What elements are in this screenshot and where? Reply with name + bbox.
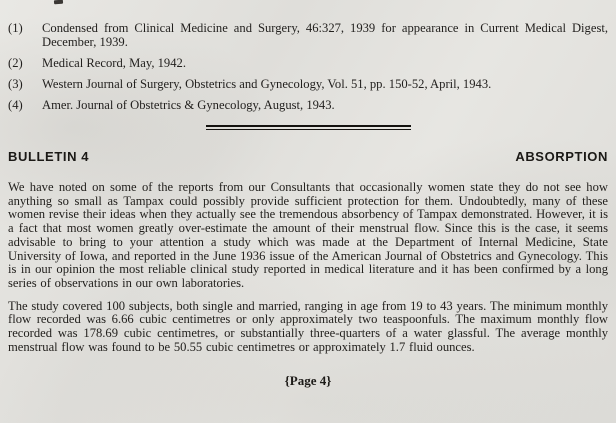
section-title: ABSORPTION — [515, 149, 608, 164]
citation-text: Amer. Journal of Obstetrics & Gynecology, August, 1943. — [42, 98, 335, 112]
citation-text: Medical Record, May, 1942. — [42, 56, 186, 70]
body-paragraph-1: We have noted on some of the reports from our Consultants that occasionally women state they do not see how anything so small as Tampax could possibly provide sufficient protection for them. Undoubtedly, many of these women revise their ideas when they actually see the tremendous absorbency of Tampax demonstrated. However, it is a fact that most women greatly over-estimate the amount of their menstrual flow. Since this is the case, it seems advisable to bring to your attention a study which was made at the Department of Internal Medicine, State University of Iowa, and reported in the June 1936 issue of the American Journal of Obstetrics and Gynecology. This is in our opinion the most reliable clinical study reported in medical literature and it has been confirmed by a long series of observations in our own laboratories. — [8, 180, 608, 290]
scan-artifact-mark — [54, 0, 63, 4]
citation-number: (4) — [8, 98, 23, 112]
citation-item — [8, 98, 608, 112]
citation-item — [8, 21, 608, 49]
citation-text: Western Journal of Surgery, Obstetrics and Gynecology, Vol. 51, pp. 150-52, April, 1943. — [42, 77, 492, 91]
citation-item — [8, 77, 608, 91]
citation-text: Condensed from Clinical Medicine and Surgery, 46:327, 1939 for appearance in Current Medical Digest, December, 1939. — [42, 21, 608, 49]
citation-number: (2) — [8, 56, 23, 70]
bulletin-title: BULLETIN 4 — [8, 149, 90, 164]
section-header — [8, 149, 608, 164]
citation-number: (1) — [8, 21, 23, 35]
citation-list — [8, 21, 608, 112]
citation-number: (3) — [8, 77, 23, 91]
citation-item — [8, 56, 608, 70]
body-paragraph-2: The study covered 100 subjects, both single and married, ranging in age from 19 to 43 years. The minimum monthly flow recorded was 6.66 cubic centimetres or only approximately two teaspoonfuls. The maximum monthly flow recorded was 178.69 cubic centimetres, or substantially three-quarters of a water glassful. The average monthly menstrual flow was found to be 50.55 cubic centimetres or approximately 1.7 fluid ounces. — [8, 298, 608, 354]
double-rule-divider — [206, 125, 411, 130]
page-number: {Page 4} — [284, 373, 332, 389]
